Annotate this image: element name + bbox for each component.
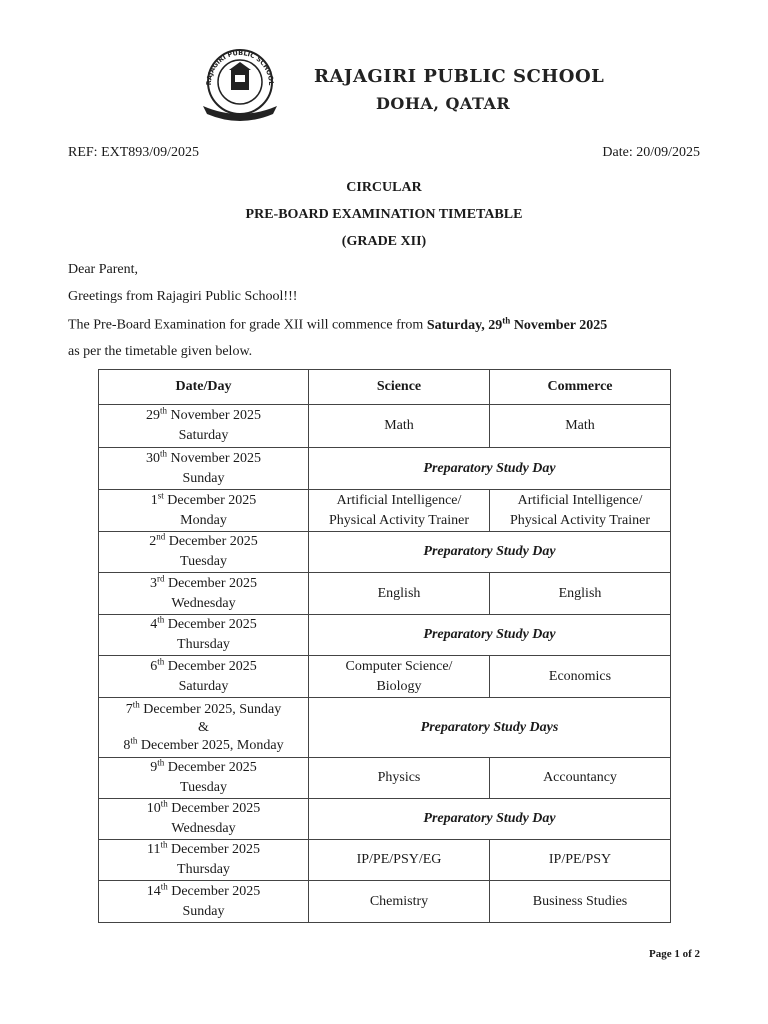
intro-line xyxy=(68,315,607,334)
circular-date: Date: 20/09/2025 xyxy=(602,145,700,160)
table-row xyxy=(99,840,671,881)
table-row xyxy=(99,881,671,923)
date-cell: 11th December 2025 Thursday xyxy=(99,840,309,881)
grade-label: (GRADE XII) xyxy=(341,234,427,249)
greeting-line: Greetings from Rajagiri Public School!!! xyxy=(68,289,298,304)
logo-lettering: RAJAGIRI PUBLIC SCHOOL xyxy=(204,48,276,86)
study-day-cell: Preparatory Study Day xyxy=(309,799,671,840)
commerce-subject: Economics xyxy=(490,656,671,698)
study-day-cell: Preparatory Study Day xyxy=(309,615,671,656)
date-cell: 4th December 2025 Thursday xyxy=(99,615,309,656)
study-day-cell: Preparatory Study Day xyxy=(309,448,671,490)
table-row xyxy=(99,532,671,573)
science-subject: English xyxy=(309,573,490,615)
date-cell: 6th December 2025 Saturday xyxy=(99,656,309,698)
date-cell: 7th December 2025, Sunday & 8th December 2025, Monday xyxy=(99,698,309,758)
table-row xyxy=(99,490,671,532)
date-cell: 10th December 2025 Wednesday xyxy=(99,799,309,840)
science-subject: Math xyxy=(309,405,490,448)
reference-number: REF: EXT893/09/2025 xyxy=(68,145,200,160)
science-subject: Physics xyxy=(309,758,490,799)
commerce-subject: Accountancy xyxy=(490,758,671,799)
science-subject: Artificial Intelligence/ Physical Activity Trainer xyxy=(309,490,490,532)
salutation: Dear Parent, xyxy=(68,262,138,277)
table-row xyxy=(99,448,671,490)
science-subject: Computer Science/ Biology xyxy=(309,656,490,698)
commerce-subject: IP/PE/PSY xyxy=(490,840,671,881)
table-row xyxy=(99,758,671,799)
school-city: DOHA, QATAR xyxy=(376,94,511,113)
study-day-cell: Preparatory Study Days xyxy=(309,698,671,758)
header-commerce: Commerce xyxy=(490,370,671,405)
school-crest-logo xyxy=(199,44,281,122)
table-row xyxy=(99,615,671,656)
date-cell: 14th December 2025 Sunday xyxy=(99,881,309,923)
exam-title: PRE-BOARD EXAMINATION TIMETABLE xyxy=(245,207,523,222)
header-science: Science xyxy=(309,370,490,405)
date-cell: 3rd December 2025 Wednesday xyxy=(99,573,309,615)
commerce-subject: Artificial Intelligence/ Physical Activity Trainer xyxy=(490,490,671,532)
header-date-day: Date/Day xyxy=(99,370,309,405)
study-day-cell: Preparatory Study Day xyxy=(309,532,671,573)
exam-timetable xyxy=(98,369,671,923)
science-subject: Chemistry xyxy=(309,881,490,923)
commerce-subject: Math xyxy=(490,405,671,448)
table-row xyxy=(99,799,671,840)
school-name: RAJAGIRI PUBLIC SCHOOL xyxy=(314,66,605,87)
table-row xyxy=(99,405,671,448)
date-cell: 1st December 2025 Monday xyxy=(99,490,309,532)
intro-start-date: Saturday, 29th November 2025 xyxy=(426,315,608,333)
table-row xyxy=(99,573,671,615)
intro-text: The Pre-Board Examination for grade XII will commence from xyxy=(68,317,427,333)
date-cell: 9th December 2025 Tuesday xyxy=(99,758,309,799)
date-cell: 30th November 2025 Sunday xyxy=(99,448,309,490)
commerce-subject: Business Studies xyxy=(490,881,671,923)
intro-tail: as per the timetable given below. xyxy=(68,344,253,359)
date-cell: 29th November 2025 Saturday xyxy=(99,405,309,448)
date-cell: 2nd December 2025 Tuesday xyxy=(99,532,309,573)
table-row xyxy=(99,698,671,758)
commerce-subject: English xyxy=(490,573,671,615)
circular-heading: CIRCULAR xyxy=(346,180,422,195)
page-number: Page 1 of 2 xyxy=(648,948,700,960)
table-row xyxy=(99,656,671,698)
table-header-row xyxy=(99,370,671,405)
science-subject: IP/PE/PSY/EG xyxy=(309,840,490,881)
